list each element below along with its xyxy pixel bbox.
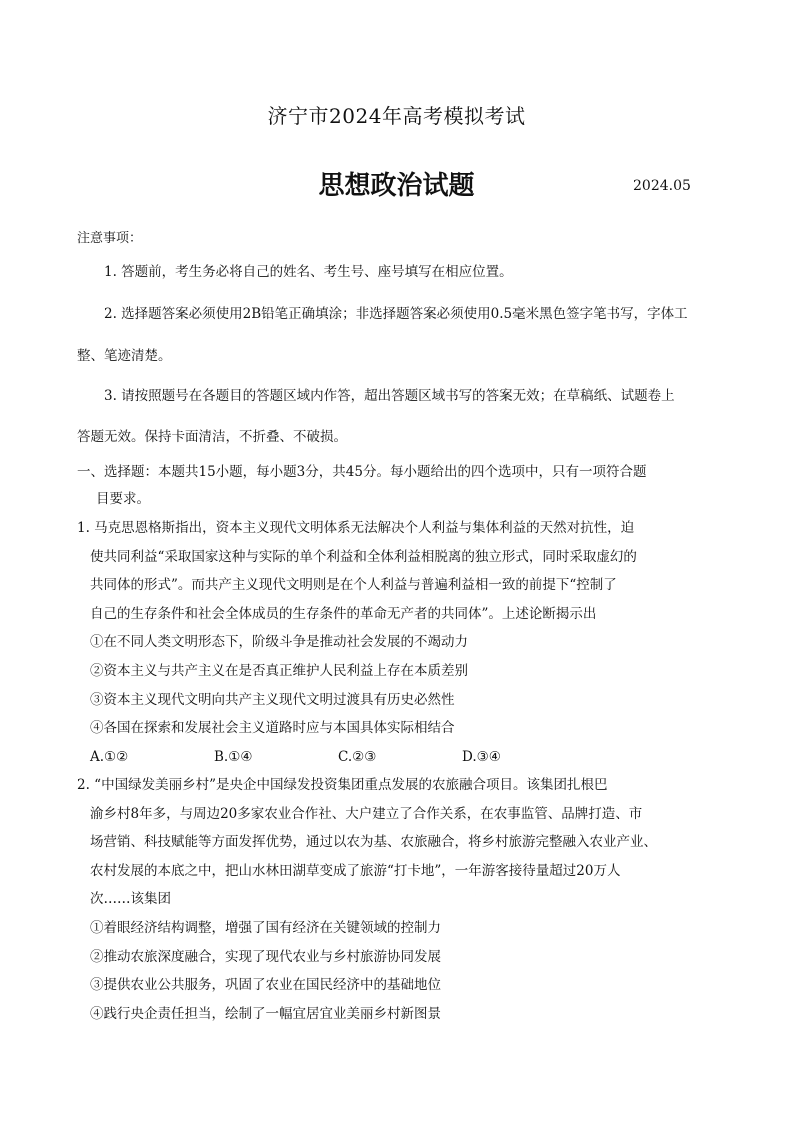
notice-item-3: 3. 请按照题号在各题目的答题区域内作答，超出答题区域书写的答案无效；在草稿纸、试题卷上: [104, 388, 675, 404]
exam-date: 2024.05: [633, 178, 691, 194]
question-1-stem-line: 自己的生存条件和社会全体成员的生存条件的革命无产者的共同体”。上述论断揭示出: [90, 605, 597, 622]
question-1-option: ④各国在探索和发展社会主义道路时应与本国具体实际相结合: [90, 720, 455, 737]
question-1: [77, 514, 727, 771]
choice-d: D.③④: [462, 748, 501, 765]
choice-a: A.①②: [90, 748, 129, 765]
notice-item-1: 1. 答题前，考生务必将自己的姓名、考生号、座号填写在相应位置。: [104, 264, 513, 280]
question-2-option: ①着眼经济结构调整，增强了国有经济在关键领域的控制力: [90, 919, 441, 936]
question-2: [77, 771, 727, 1028]
question-2-option: ②推动农旅深度融合，实现了现代农业与乡村旅游协同发展: [90, 948, 441, 965]
section-heading-cont: 目要求。: [96, 491, 150, 507]
notice-heading: 注意事项：: [77, 231, 143, 246]
choice-b: B.①④: [214, 748, 253, 765]
question-2-stem-line: 2. “中国绿发美丽乡村”是央企中国绿发投资集团重点发展的农旅融合项目。该集团扎根巴: [77, 777, 608, 793]
choice-c: C.②③: [338, 748, 377, 765]
question-2-option: ④践行央企责任担当，绘制了一幅宜居宜业美丽乡村新图景: [90, 1005, 441, 1022]
subject-title: 思想政治试题: [318, 171, 475, 201]
question-2-stem-line: 次……该集团: [90, 891, 171, 908]
question-1-option: ②资本主义与共产主义在是否真正维护人民利益上存在本质差别: [90, 662, 468, 679]
exam-title: 济宁市2024年高考模拟考试: [267, 104, 526, 128]
notice-item-2-cont: 整、笔迹清楚。: [77, 348, 172, 364]
question-1-option: ③资本主义现代文明向共产主义现代文明过渡具有历史必然性: [90, 691, 455, 708]
question-1-stem-line: 使共同利益“采取国家这种与实际的单个利益和全体利益相脱离的独立形式，同时采取虚幻的: [90, 548, 637, 565]
section-heading: 一、选择题：本题共15小题，每小题3分，共45分。每小题给出的四个选项中，只有一项符合题: [77, 464, 647, 480]
notice-item-3-cont: 答题无效。保持卡面清洁，不折叠、不破损。: [77, 429, 347, 445]
question-2-stem-line: 农村发展的本底之中，把山水林田湖草变成了旅游“打卡地”，一年游客接待量超过20万人: [90, 862, 621, 879]
question-1-stem-line: 共同体的形式”。而共产主义现代文明则是在个人利益与普遍利益相一致的前提下“控制了: [90, 577, 617, 594]
question-2-stem-line: 场营销、科技赋能等方面发挥优势，通过以农为基、农旅融合，将乡村旅游完整融入农业产业、: [90, 834, 657, 851]
question-1-option: ①在不同人类文明形态下，阶级斗争是推动社会发展的不竭动力: [90, 634, 468, 651]
question-1-stem-line: 1. 马克思恩格斯指出，资本主义现代文明体系无法解决个人利益与集体利益的天然对抗性，迫: [77, 520, 635, 536]
question-2-option: ③提供农业公共服务，巩固了农业在国民经济中的基础地位: [90, 977, 441, 994]
question-2-stem-line: 渝乡村8年多，与周边20多家农业合作社、大户建立了合作关系，在农事监管、品牌打造、市: [90, 805, 643, 822]
notice-item-2: 2. 选择题答案必须使用2B铅笔正确填涂；非选择题答案必须使用0.5毫米黑色签字笔书写，字体工: [104, 306, 688, 322]
question-1-choices: [77, 743, 727, 772]
